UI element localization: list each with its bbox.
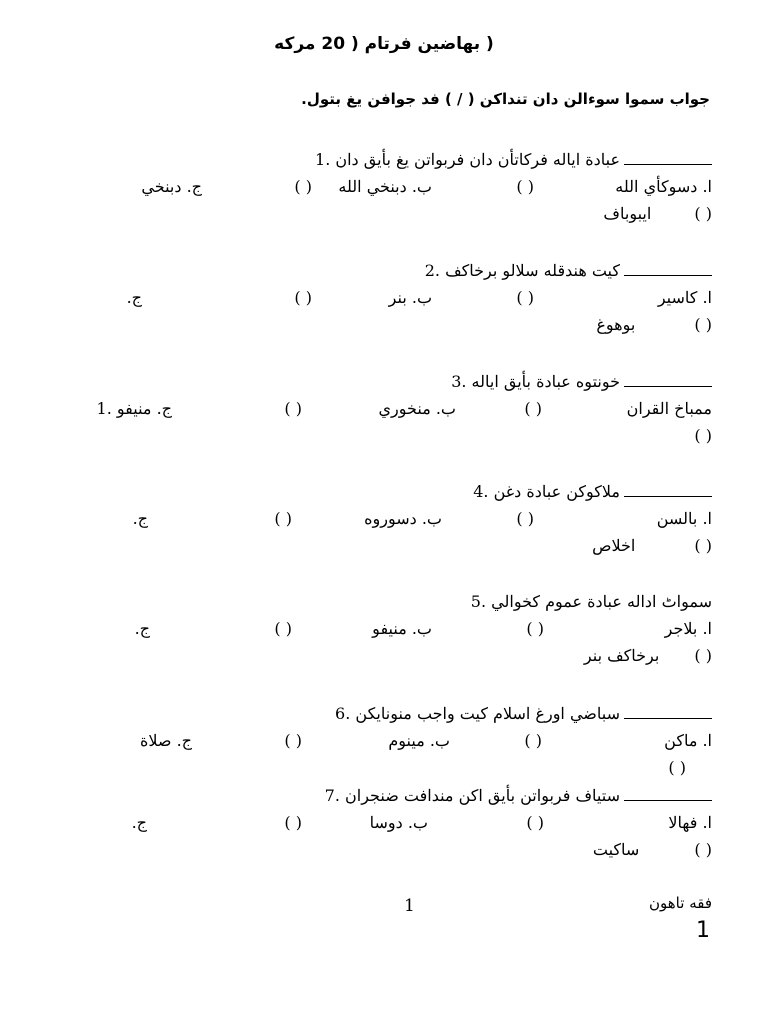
option-c-text: اخلاص xyxy=(592,536,636,555)
worksheet-title: ( بهاضين فرتام ( 20 مركه xyxy=(274,34,494,54)
option-b-box: ( ) xyxy=(284,813,302,832)
option-b: ب. بنر xyxy=(388,288,432,307)
options-row-continued xyxy=(592,532,712,559)
option-b: ب. دسوروه xyxy=(364,509,442,528)
options-row xyxy=(60,395,712,422)
answer-blank xyxy=(624,148,712,165)
footer-subject-label: فقه تاهون xyxy=(649,894,712,912)
option-c: ج. xyxy=(126,288,142,307)
question-4 xyxy=(60,478,712,588)
option-a: ممباخ القران xyxy=(626,399,712,418)
footer-grade-number: 1 xyxy=(696,918,710,943)
options-row-continued xyxy=(603,200,712,227)
option-b-box: ( ) xyxy=(274,509,292,528)
option-c-box: ( ) xyxy=(694,646,712,665)
options-row xyxy=(60,809,712,836)
option-a-box: ( ) xyxy=(524,731,542,750)
question-stem: خونتوه عبادة بأيق اياله .3 xyxy=(451,368,712,395)
instruction-text: جواب سموا سوءالن دان تنداكن ( / ) فد جوافن يغ بتول. xyxy=(301,90,710,108)
option-b-box: ( ) xyxy=(294,288,312,307)
options-row-continued xyxy=(584,642,712,669)
answer-blank xyxy=(624,702,712,719)
answer-blank xyxy=(624,370,712,387)
options-row-continued xyxy=(593,836,712,863)
option-c-text: برخاكف بنر xyxy=(583,646,660,665)
option-c-text: ايبوباف xyxy=(603,204,652,223)
options-row-continued xyxy=(596,311,712,338)
question-5 xyxy=(60,588,712,698)
option-b: ب. دبنخي الله xyxy=(338,177,432,196)
question-2 xyxy=(60,257,712,367)
option-c: ج. منيفو .1 xyxy=(96,399,172,418)
answer-blank xyxy=(624,480,712,497)
question-stem: سباضي اورغ اسلام كيت واجب منونايكن .6 xyxy=(335,700,712,727)
option-b: ب. دوسا xyxy=(369,813,428,832)
option-a-box: ( ) xyxy=(516,288,534,307)
question-stem: ستياف فربواتن بأيق اكن مندافت ضنجران .7 xyxy=(325,782,712,809)
option-a-box: ( ) xyxy=(526,619,544,638)
answer-blank xyxy=(624,259,712,276)
question-stem: ملاكوكن عبادة دغن .4 xyxy=(473,478,712,505)
option-c-box: ( ) xyxy=(694,840,712,859)
option-b-box: ( ) xyxy=(284,731,302,750)
option-c: ج. صلاة xyxy=(139,731,192,750)
option-c-box: ( ) xyxy=(694,536,712,555)
options-row-continued xyxy=(668,754,712,781)
option-c-text: ساكيت xyxy=(592,840,640,859)
option-b: ب. منيفو xyxy=(372,619,432,638)
page-number: 1 xyxy=(404,896,415,916)
options-row xyxy=(60,505,712,532)
option-a: ا. بلاجر xyxy=(664,619,712,638)
options-row xyxy=(60,173,712,200)
answer-blank xyxy=(624,784,712,801)
option-a-box: ( ) xyxy=(526,813,544,832)
option-c-text: بوهوغ xyxy=(596,315,636,334)
option-b: ب. منخوري xyxy=(378,399,456,418)
option-c: ج. دبنخي xyxy=(141,177,202,196)
option-c: ج. xyxy=(131,813,147,832)
options-row xyxy=(60,727,712,754)
option-a: ا. دسوكأي الله xyxy=(615,177,712,196)
question-7 xyxy=(60,782,712,892)
options-row xyxy=(60,615,712,642)
option-b-box: ( ) xyxy=(274,619,292,638)
option-c-box: ( ) xyxy=(668,758,686,777)
question-stem: سمواٹ اداله عبادة عموم كخوالي .5 xyxy=(470,592,712,611)
option-c: ج. xyxy=(132,509,148,528)
question-stem: عبادة اياله فركاتأن دان فربواتن يغ بأيق دان .1 xyxy=(315,146,712,173)
option-a-box: ( ) xyxy=(524,399,542,418)
option-c: ج. xyxy=(134,619,150,638)
question-stem: كيت هندقله سلالو برخاكف .2 xyxy=(425,257,712,284)
option-c-box: ( ) xyxy=(694,426,712,445)
option-a-box: ( ) xyxy=(516,177,534,196)
option-a: ا. كاسير xyxy=(657,288,712,307)
option-c-box: ( ) xyxy=(694,315,712,334)
option-b: ب. مينوم xyxy=(388,731,450,750)
options-row-continued xyxy=(694,422,712,449)
option-b-box: ( ) xyxy=(294,177,312,196)
option-a: ا. فهالا xyxy=(668,813,712,832)
options-row xyxy=(60,284,712,311)
option-a-box: ( ) xyxy=(516,509,534,528)
option-a: ا. ماكن xyxy=(664,731,712,750)
option-a: ا. بالسن xyxy=(656,509,712,528)
question-1 xyxy=(60,146,712,256)
question-3 xyxy=(60,368,712,478)
option-c-box: ( ) xyxy=(694,204,712,223)
option-b-box: ( ) xyxy=(284,399,302,418)
